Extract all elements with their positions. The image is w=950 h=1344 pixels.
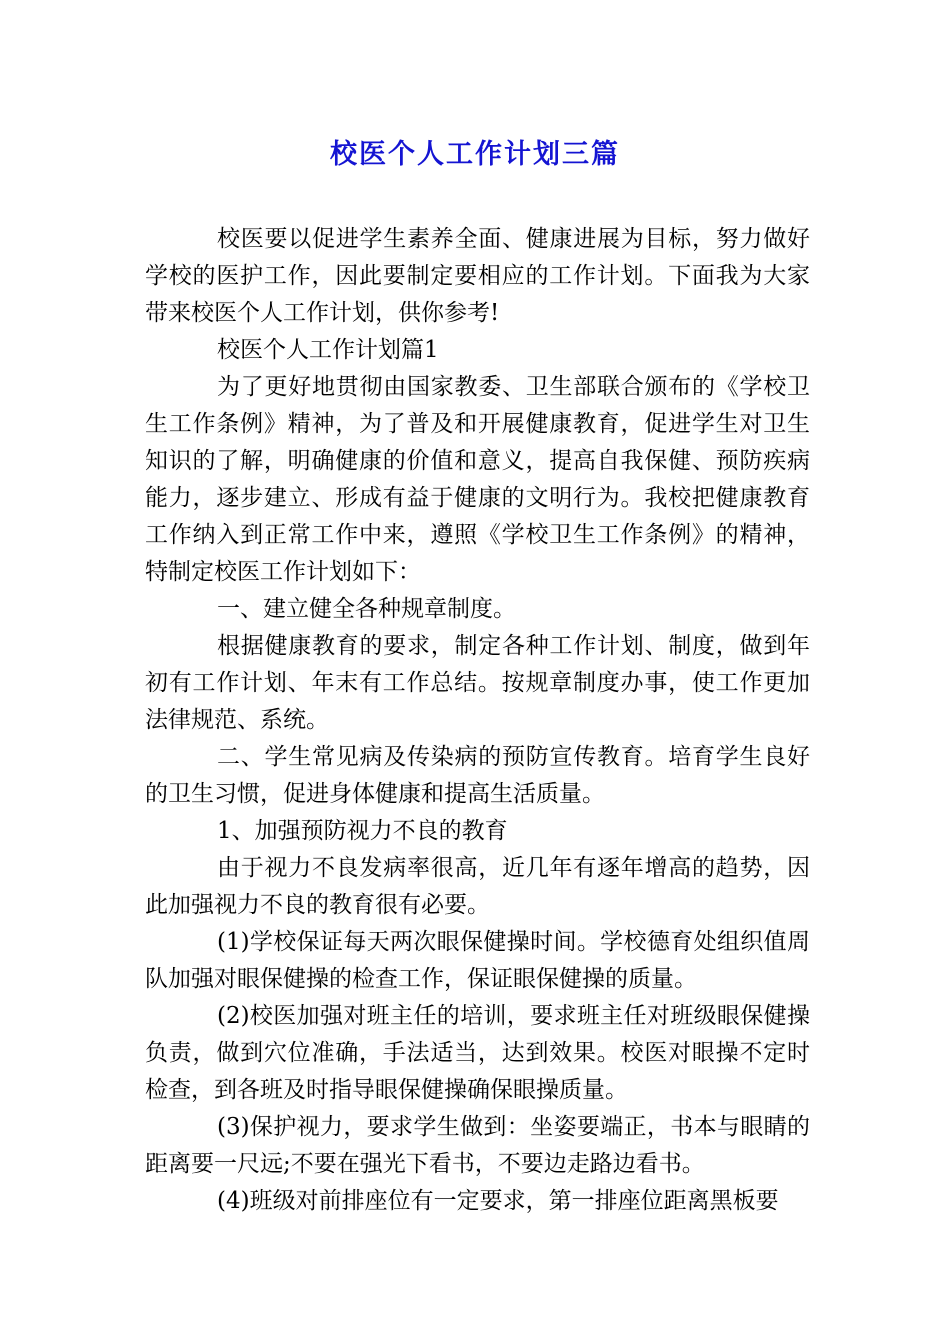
subheading-vision: 1、加强预防视力不良的教育: [217, 818, 508, 844]
section-heading-disease-prevention: 二、学生常见病及传染病的预防宣传教育。培育学生良好的卫生习惯，促进身体健康和提高生活质量。: [145, 744, 810, 807]
paragraph-intro: 校医要以促进学生素养全面、健康进展为目标，努力做好学校的医护工作，因此要制定要相应的工作计划。下面我为大家带来校医个人工作计划，供你参考!: [145, 226, 810, 326]
section-heading-rules: 一、建立健全各种规章制度。: [217, 596, 516, 622]
document-body: [145, 221, 810, 1220]
section-heading-plan-1: 校医个人工作计划篇1: [217, 337, 439, 363]
document-title: 校医个人工作计划三篇: [330, 139, 620, 170]
paragraph-plan-1-intro: 为了更好地贯彻由国家教委、卫生部联合颁布的《学校卫生工作条例》精神，为了普及和开展健康教育，促进学生对卫生知识的了解，明确健康的价值和意义，提高自我保健、预防疾病能力，逐步建立、形成有益于健康的文明行为。我校把健康教育工作纳入到正常工作中来，遵照《学校卫生工作条例》的精神，特制定校医工作计划如下：: [145, 374, 810, 585]
list-item-vision-1: (1)学校保证每天两次眼保健操时间。学校德育处组织值周队加强对眼保健操的检查工作，保证眼保健操的质量。: [145, 929, 810, 992]
paragraph-rules: 根据健康教育的要求，制定各种工作计划、制度，做到年初有工作计划、年末有工作总结。按规章制度办事，使工作更加法律规范、系统。: [145, 633, 810, 733]
paragraph-vision-intro: 由于视力不良发病率很高，近几年有逐年增高的趋势，因此加强视力不良的教育很有必要。: [145, 855, 810, 918]
list-item-vision-2: (2)校医加强对班主任的培训，要求班主任对班级眼保健操负责，做到穴位准确，手法适当，达到效果。校医对眼操不定时检查，到各班及时指导眼保健操确保眼操质量。: [145, 1003, 810, 1103]
list-item-vision-3: (3)保护视力，要求学生做到：坐姿要端正，书本与眼睛的距离要一尺远;不要在强光下看书，不要边走路边看书。: [145, 1114, 810, 1177]
list-item-vision-4: (4)班级对前排座位有一定要求，第一排座位距离黑板要: [217, 1188, 779, 1214]
